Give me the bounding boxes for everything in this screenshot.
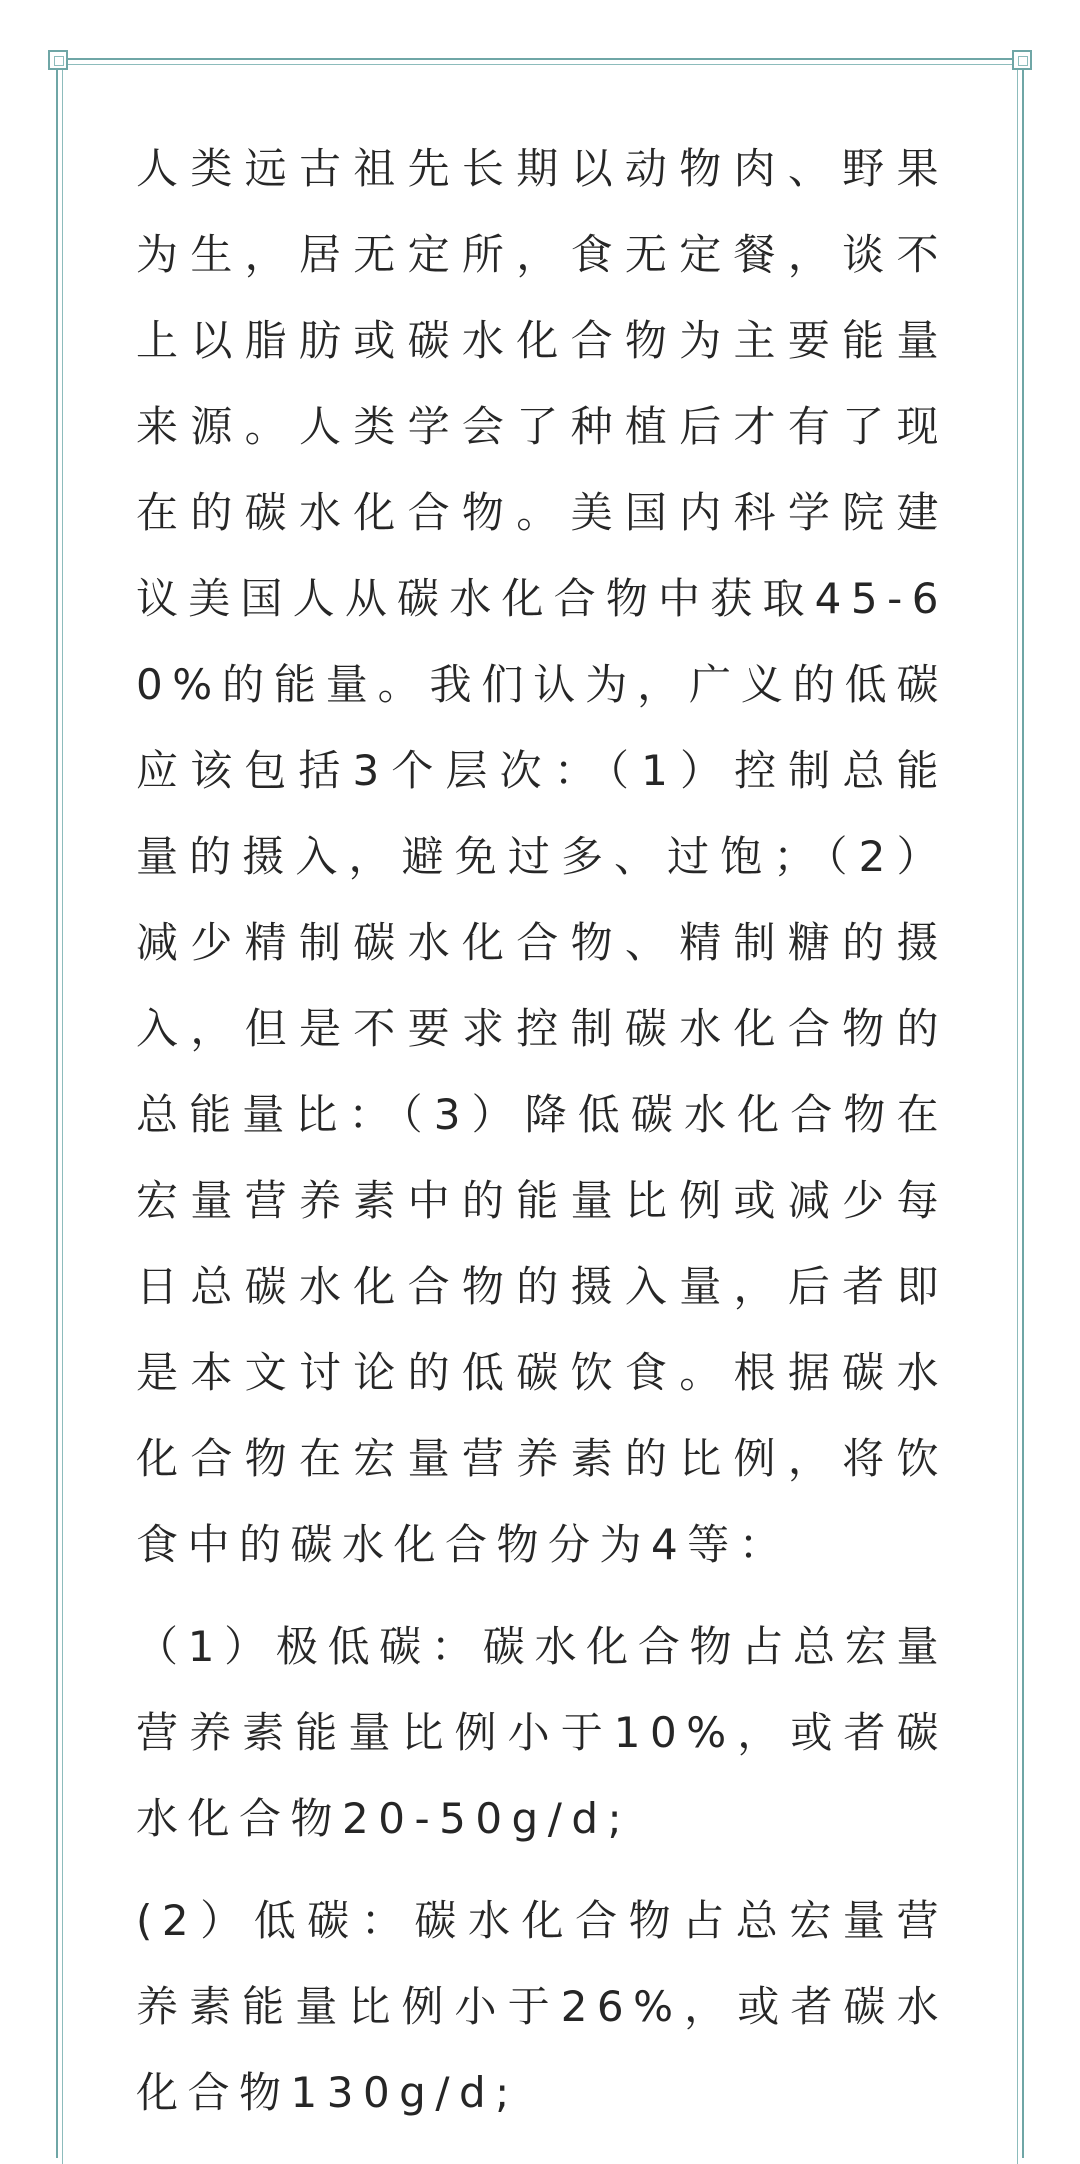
article-paragraph-very-low-carb: （1）极低碳：碳水化合物占总宏量营养素能量比例小于10%，或者碳水化合物20-50g/d; [136, 1622, 948, 1843]
article-paragraph-intro: 人类远古祖先长期以动物肉、野果为生，居无定所，食无定餐，谈不上以脂肪或碳水化合物为主要能量来源。人类学会了种植后才有了现在的碳水化合物。美国内科学院建议美国人从碳水化合物中获取45-60%的能量。我们认为，广义的低碳应该包括3个层次：（1）控制总能量的摄入，避免过多、过饱；（2）减少精制碳水化合物、精制糖的摄入，但是不要求控制碳水化合物的总能量比：（3）降低碳水化合物在宏量营养素中的能量比例或减少每日总碳水化合物的摄入量，后者即是本文讨论的低碳饮食。根据碳水化合物在宏量营养素的比例，将饮食中的碳水化合物分为4等： [136, 144, 948, 1569]
frame-corner-top-right [1012, 50, 1032, 70]
article-paragraph-low-carb: (2）低碳：碳水化合物占总宏量营养素能量比例小于26%，或者碳水化合物130g/d; [136, 1896, 948, 2117]
article-body [136, 126, 948, 2136]
frame-corner-top-left [48, 50, 68, 70]
